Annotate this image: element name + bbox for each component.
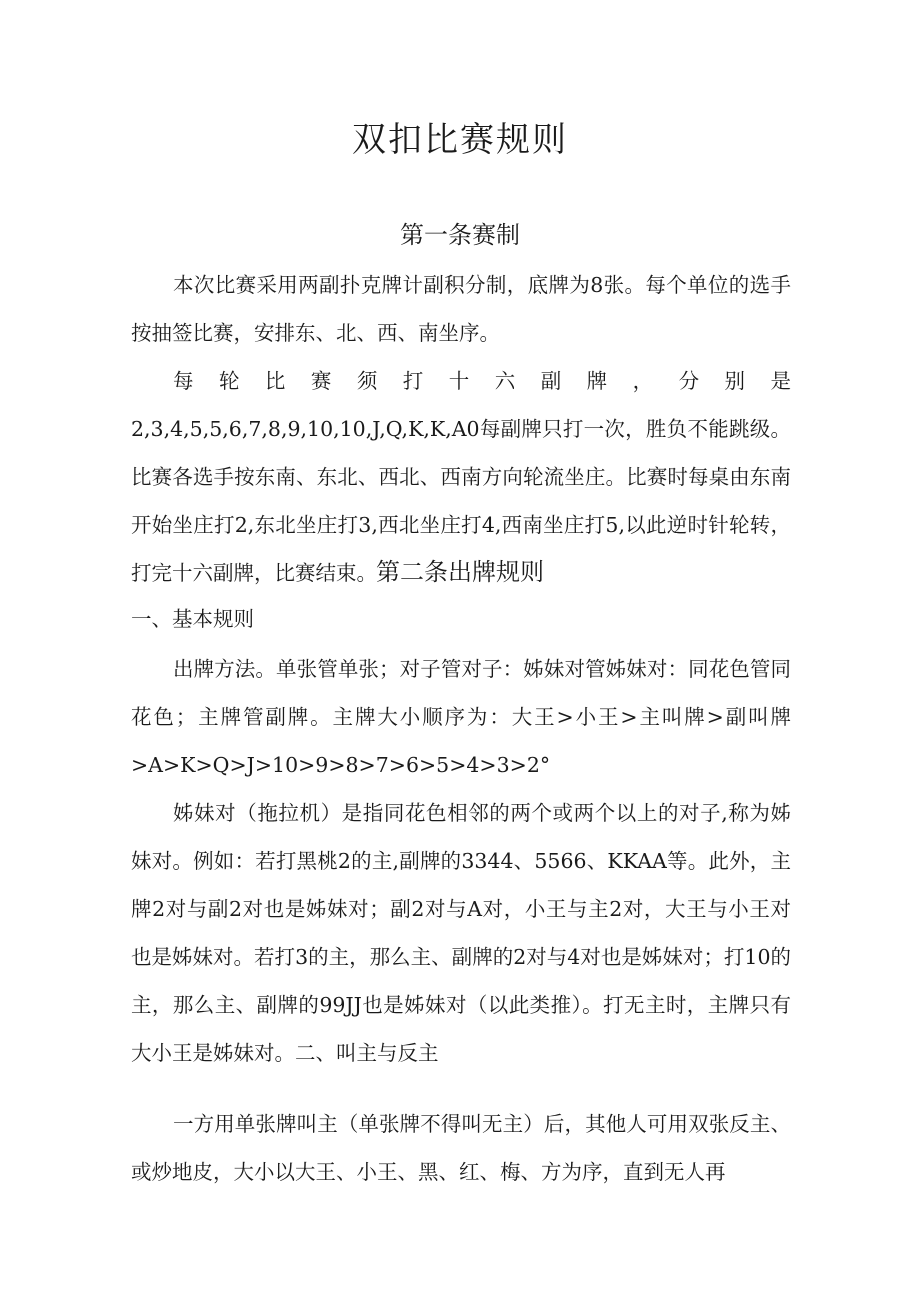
section-2-paragraph-1: 出牌方法。单张管单张；对子管对子：姊妹对管姊妹对：同花色管同花色；主牌管副牌。主牌大小顺序为：大王>小王>主叫牌>副叫牌>A>K>Q>J>10>9>8>7>6>5>4>3>2° [131,657,791,777]
section-2-paragraph-2: 姊妹对（拖拉机）是指同花色相邻的两个或两个以上的对子,称为姊妹对。例如：若打黑桃2的主,副牌的3344、5566、KKAA等。此外，主牌2对与副2对也是姊妹对；副2对与A对，小王与主2对，大王与小王对也是姊妹对。若打3的主，那么主、副牌的2对与4对也是姊妹对；打10的主，那么主、副牌的99JJ也是姊妹对（以此类推）。打无主时，主牌只有大小王是姊妹对。二、叫主与反主 [131,801,791,1065]
section-2-heading: 第二条出牌规则 [376,558,544,586]
section-1-heading: 第一条赛制 [400,221,520,249]
section-1-paragraph-1: 本次比赛采用两副扑克牌计副积分制，底牌为8张。每个单位的选手按抽签比赛，安排东、北、西、南坐序。 [131,273,791,345]
document-title: 双扣比赛规则 [352,120,568,160]
section-2-subheading: 一、基本规则 [131,607,254,631]
section-2-paragraph-3: 一方用单张牌叫主（单张牌不得叫无主）后，其他人可用双张反主、或炒地皮，大小以大王、小王、黑、红、梅、方为序，直到无人再 [131,1112,791,1184]
section-1-paragraph-2: 每轮比赛须打十六副牌，分别是2,3,4,5,5,6,7,8,9,10,10,J,Q,K,K,A0每副牌只打一次，胜负不能跳级。比赛各选手按东南、东北、西北、西南方向轮流坐庄。比赛时每桌由东南开始坐庄打2,东北坐庄打3,西北坐庄打4,西南坐庄打5,以此逆时针轮转，打完十六副牌，比赛结束。 [131,369,791,585]
